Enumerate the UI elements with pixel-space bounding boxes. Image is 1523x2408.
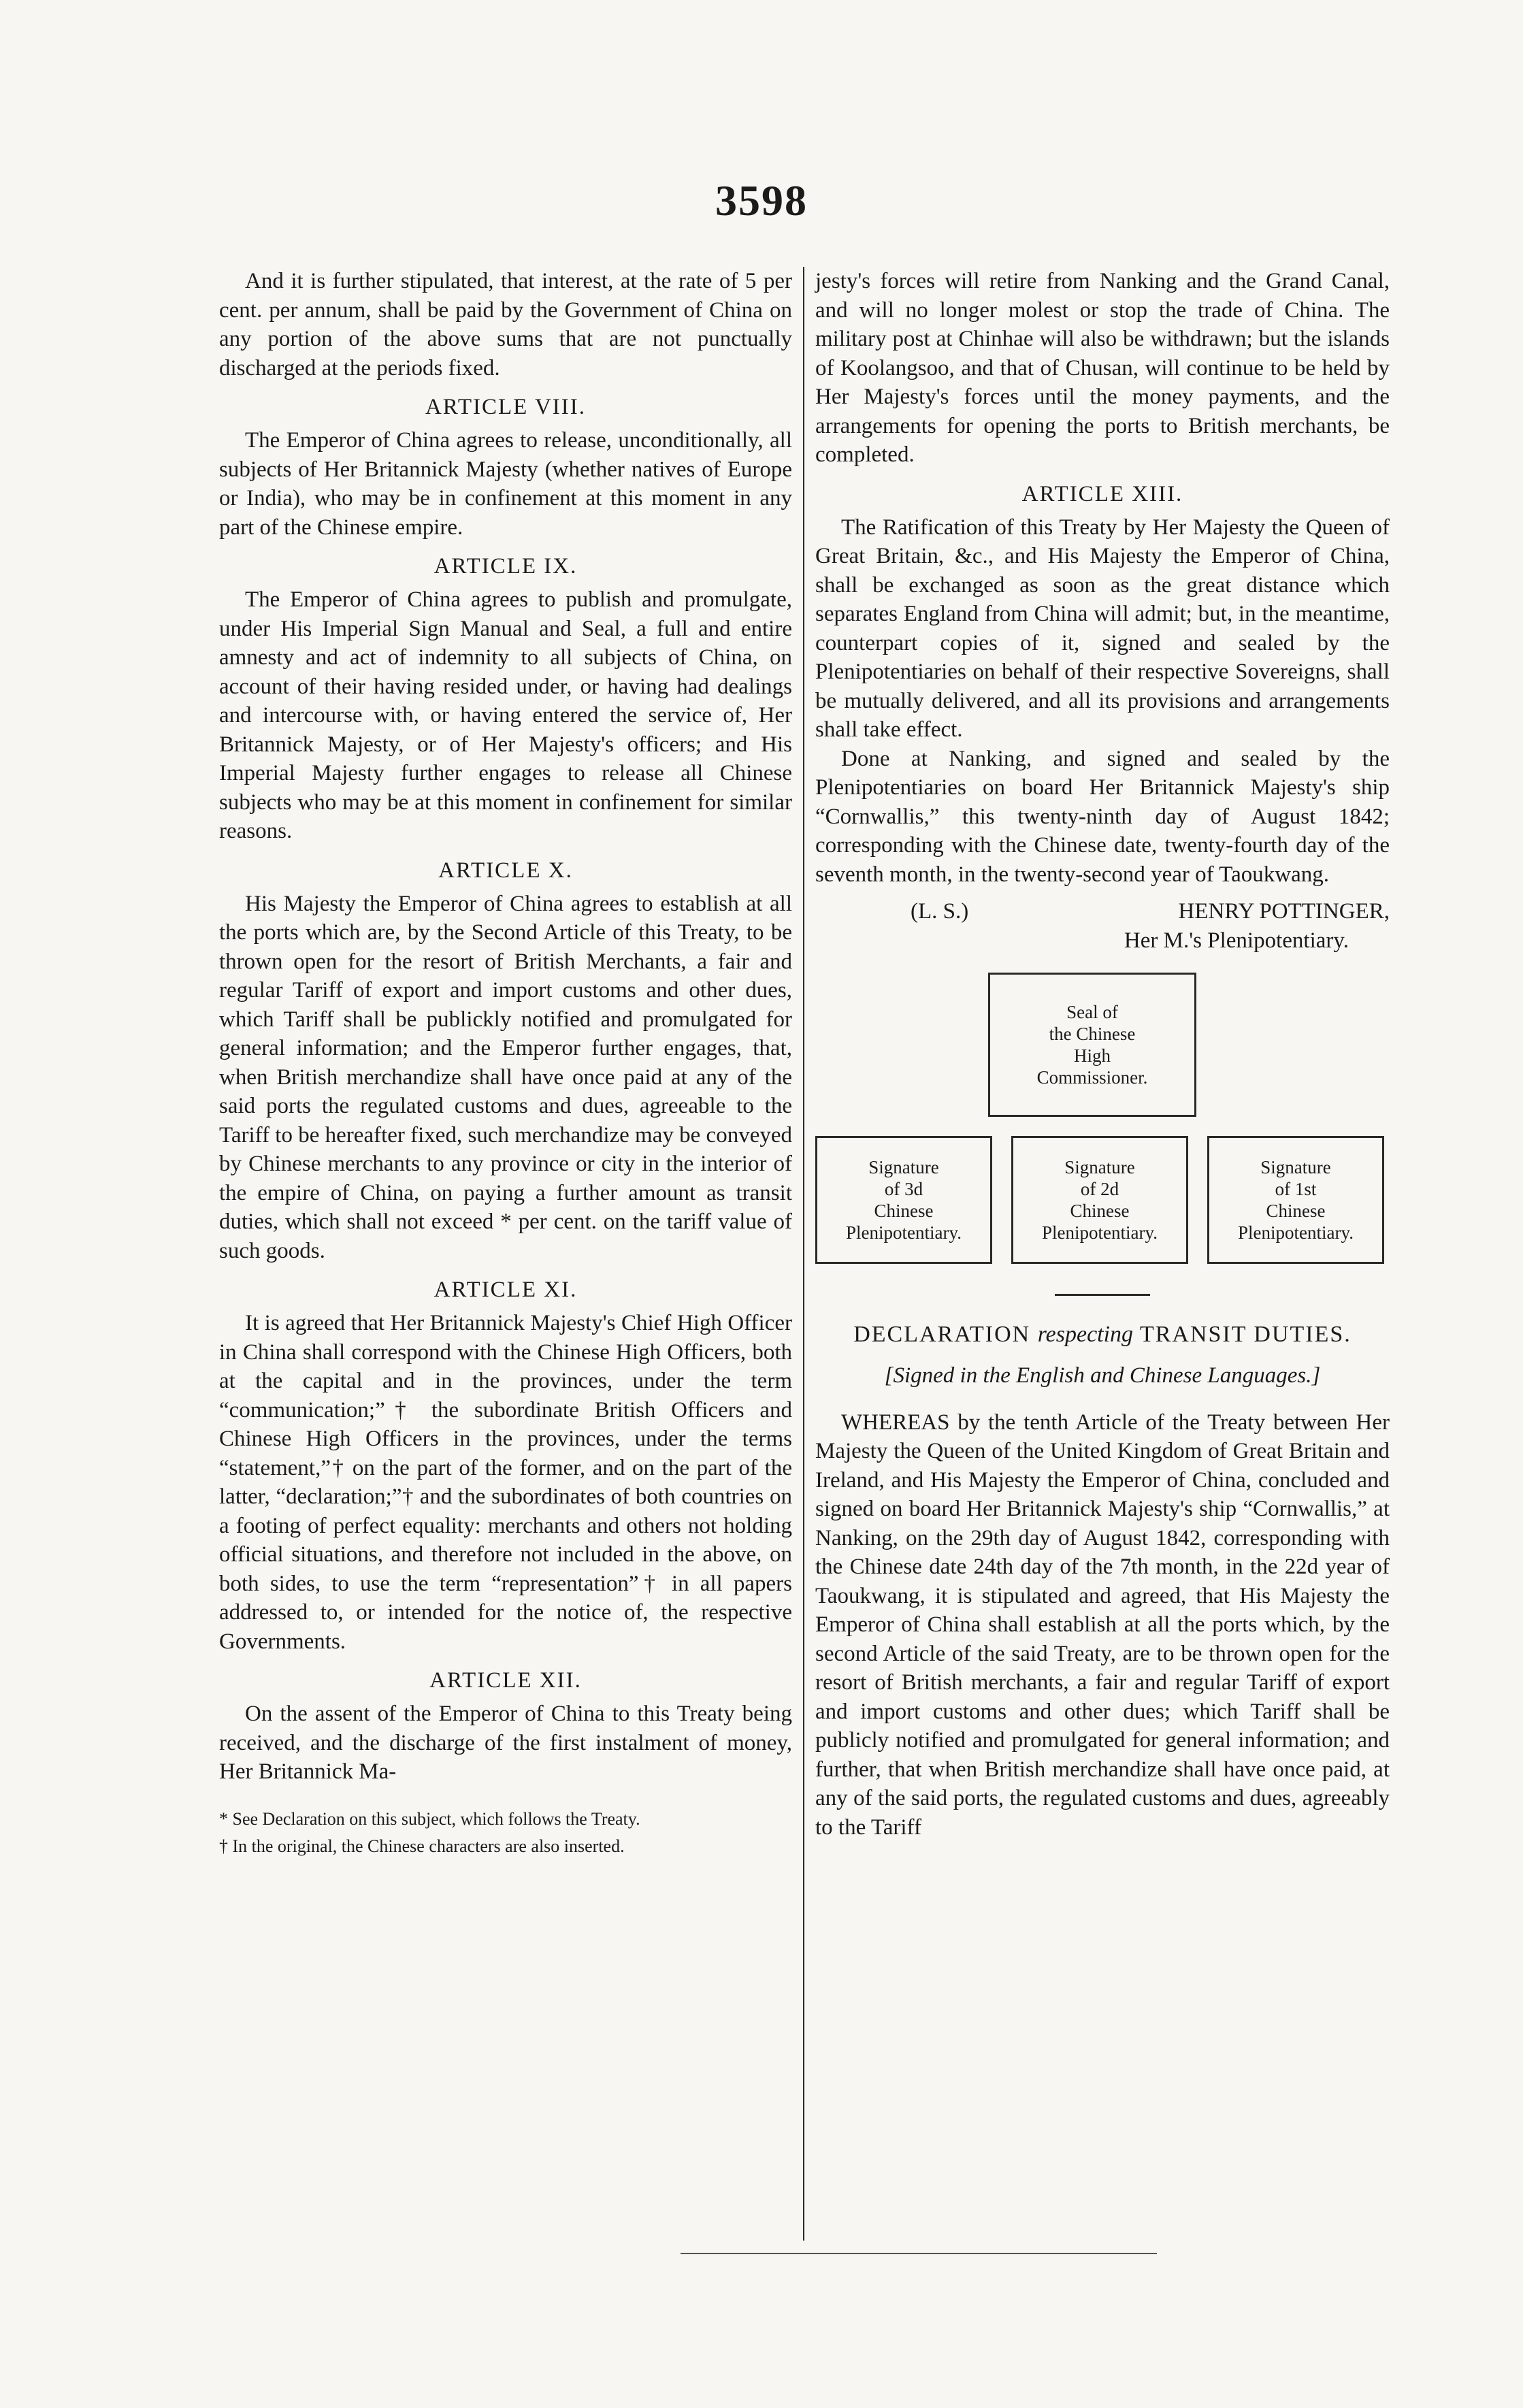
- sig1-line-1: Signature: [1260, 1157, 1331, 1177]
- page-number: 3598: [715, 176, 808, 225]
- seal-line-3: High: [1073, 1045, 1111, 1066]
- footnote-1: * See Declaration on this subject, which follows the Treaty.: [219, 1808, 640, 1829]
- sig3-line-1: Signature: [868, 1157, 939, 1177]
- intro-paragraph: And it is further stipulated, that interest, at the rate of 5 per cent. per annum, shall be paid by the Government of China on any portion of the above sums that are not punctually discharged at the periods fixed.: [219, 269, 792, 380]
- signature-box-2d-plenipotentiary: [1011, 1136, 1188, 1264]
- sig1-line-4: Plenipotentiary.: [1238, 1222, 1354, 1243]
- article-13-heading: ARTICLE XIII.: [1021, 481, 1183, 506]
- seal-box-high-commissioner: [988, 973, 1196, 1117]
- signatory-title: Her M.'s Plenipotentiary.: [1124, 928, 1349, 953]
- declaration-title-part-2: respecting: [1037, 1322, 1134, 1347]
- sig3-line-2: of 3d: [884, 1179, 923, 1199]
- done-at-paragraph: Done at Nanking, and signed and sealed by the Plenipotentiaries on board Her Britannick Majesty's ship “Cornwallis,” this twenty-ninth day of August 1842; corresponding with the Chinese date, twenty-fourth day of the seventh month, in the twenty-second year of Taoukwang.: [815, 746, 1390, 887]
- seal-line-2: the Chinese: [1049, 1024, 1136, 1044]
- article-8-heading: ARTICLE VIII.: [425, 395, 587, 419]
- signed-languages-note: [Signed in the English and Chinese Languages.]: [884, 1363, 1321, 1388]
- left-column: [219, 267, 792, 1860]
- article-9-heading: ARTICLE IX.: [433, 554, 578, 579]
- sig2-line-4: Plenipotentiary.: [1042, 1222, 1158, 1243]
- section-separator: [1055, 1294, 1150, 1296]
- bottom-rule: [681, 2253, 1157, 2254]
- article-10-heading: ARTICLE X.: [438, 858, 573, 883]
- sig3-line-4: Plenipotentiary.: [846, 1222, 962, 1243]
- locus-sigilli: (L. S.): [911, 899, 969, 924]
- seal-line-4: Commissioner.: [1036, 1067, 1148, 1088]
- article-12-text: On the assent of the Emperor of China to this Treaty being received, and the discharge of the first instalment of money, Her Britannick Ma-: [219, 1702, 792, 1784]
- seal-line-1: Seal of: [1066, 1002, 1118, 1022]
- article-12-heading: ARTICLE XII.: [429, 1668, 582, 1693]
- right-column: [815, 267, 1390, 1842]
- footnote-2: † In the original, the Chinese characters are also inserted.: [219, 1836, 625, 1856]
- article-12-continued: jesty's forces will retire from Nanking and the Grand Canal, and will no longer molest or stop the trade of China. The military post at Chinhae will also be withdrawn; but the islands of Koolangsoo, and that of Chusan, will continue to be held by Her Majesty's forces until the money payments, and the arrangements for opening the ports to British merchants, be completed.: [815, 269, 1390, 467]
- signature-box-3d-plenipotentiary: [815, 1136, 992, 1264]
- article-13-text: The Ratification of this Treaty by Her Majesty the Queen of Great Britain, &c., and His Majesty the Emperor of China, shall be exchanged as soon as the great distance which separates England from China will admit; but, in the meantime, counterpart copies of it, signed and sealed by the Plenipotentiaries on behalf of their respective Sovereigns, shall be mutually delivered, and all its provisions and arrangements shall take effect.: [815, 515, 1390, 742]
- signature-line: [815, 897, 1390, 926]
- article-9-text: The Emperor of China agrees to publish and promulgate, under His Imperial Sign Manual and Seal, a full and entire amnesty and act of indemnity to all subjects of China, on account of their having resided under, or having had dealings and intercourse with, or having entered the service of, Her Britannick Majesty, or of Her Majesty's officers; and His Imperial Majesty further engages to release all Chinese subjects who may be at this moment in confinement for similar reasons.: [219, 587, 792, 843]
- article-11-heading: ARTICLE XI.: [433, 1278, 578, 1302]
- signature-box-1st-plenipotentiary: [1207, 1136, 1384, 1264]
- column-divider: [803, 267, 804, 2241]
- article-8-text: The Emperor of China agrees to release, unconditionally, all subjects of Her Britannick Majesty (whether natives of Europe or India), who may be in confinement at this moment in any part of the Chinese empire.: [219, 428, 792, 540]
- sig1-line-3: Chinese: [1266, 1201, 1326, 1221]
- declaration-title: [815, 1320, 1390, 1349]
- declaration-text: WHEREAS by the tenth Article of the Treaty between Her Majesty the Queen of the United Kingdom of Great Britain and Ireland, and His Majesty the Emperor of China, concluded and signed on board Her Britannick Majesty's ship “Cornwallis,” at Nanking, on the 29th day of August 1842, corresponding with the Chinese date 24th day of the 7th month, in the 22d year of Taoukwang, it is stipulated and agreed, that His Majesty the Emperor of China shall establish at all the ports which, by the second Article of the said Treaty, are to be thrown open for the resort of British merchants, a fair and regular Tariff of export and import customs and other dues; which Tariff shall be publicly notified and promulgated for general information; and further, that when British merchandize shall have once paid, at any of the said ports, the regulated customs and dues, agreeably to the Tariff: [815, 1410, 1390, 1840]
- article-10-text: His Majesty the Emperor of China agrees to establish at all the ports which are, by the Second Article of this Treaty, to be thrown open for the resort of British Merchants, a fair and regular Tariff of export and import customs and other dues, which Tariff shall be publickly notified and promulgated for general information; and the Emperor further engages, that, when British merchandize shall have once paid at any of the said ports the regulated customs and dues, agreeable to the Tariff to be hereafter fixed, such merchandize may be conveyed by Chinese merchants to any province or city in the interior of the empire of China, on paying a further amount as transit duties, which shall not exceed * per cent. on the tariff value of such goods.: [219, 891, 792, 1263]
- signatory-name: HENRY POTTINGER,: [1178, 899, 1390, 924]
- declaration-title-part-1: DECLARATION: [853, 1322, 1031, 1347]
- sig2-line-3: Chinese: [1070, 1201, 1130, 1221]
- sig2-line-2: of 2d: [1080, 1179, 1119, 1199]
- declaration-title-part-3: TRANSIT DUTIES.: [1139, 1322, 1352, 1347]
- article-11-text: It is agreed that Her Britannick Majesty's Chief High Officer in China shall correspond with the Chinese High Officers, both at the capital and in the provinces, under the term “communication;”† the subordinate British Officers and Chinese High Officers in the provinces, under the terms “statement,”† on the part of the former, and on the part of the latter, “declaration;”† and the subordinates of both countries on a footing of perfect equality: merchants and others not holding official situations, and therefore not included in the above, on both sides, to use the term “representation”† in all papers addressed to, or intended for the notice of, the respective Governments.: [219, 1311, 792, 1654]
- sig3-line-3: Chinese: [874, 1201, 934, 1221]
- seals-block: [815, 973, 1390, 1265]
- footnotes: [219, 1806, 792, 1860]
- sig2-line-1: Signature: [1064, 1157, 1135, 1177]
- sig1-line-2: of 1st: [1275, 1179, 1317, 1199]
